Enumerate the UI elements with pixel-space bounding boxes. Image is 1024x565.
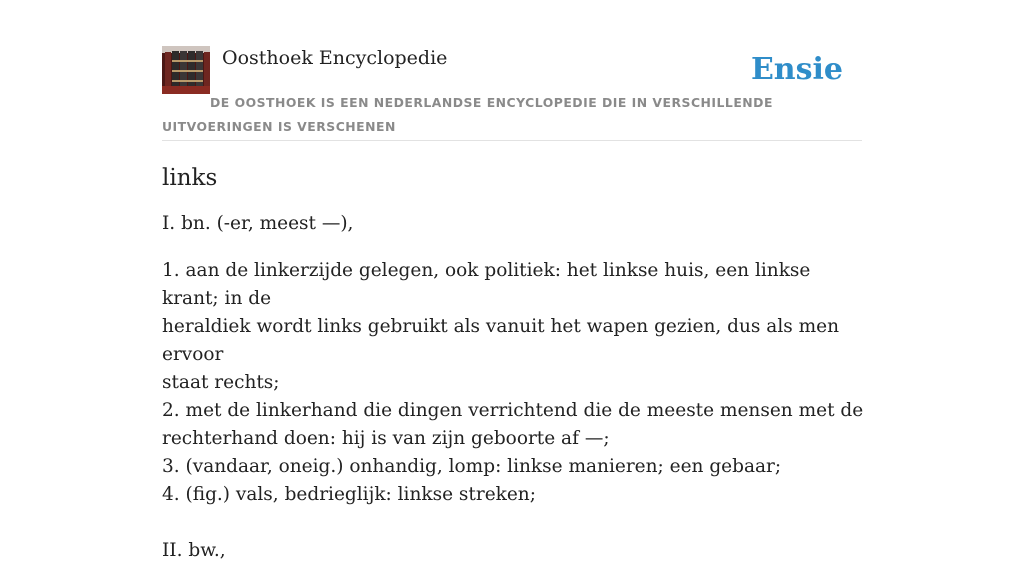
definition-line: 1. aan de linkerzijde gelegen, ook politiek: het linkse huis, een linkse krant; in de <box>162 260 811 309</box>
brand-logo[interactable]: Ensie <box>750 52 843 87</box>
part-heading: II. bw., <box>162 540 226 561</box>
definition-line: 3. (vandaar, oneig.) onhandig, lomp: linkse manieren; een gebaar; <box>162 456 782 477</box>
definition-line: heraldiek wordt links gebruikt als vanuit het wapen gezien, dus als men ervoor <box>162 316 840 365</box>
entry-content <box>162 160 872 565</box>
definition-line: 2. met de linkerhand die dingen verrichtend die de meeste mensen met de <box>162 400 864 421</box>
definition-line: rechterhand doen: hij is van zijn geboorte af —; <box>162 428 610 449</box>
source-description: DE OOSTHOEK IS EEN NEDERLANDSE ENCYCLOPEDIE DIE IN VERSCHILLENDE UITVOERINGEN IS VERSCHENEN <box>162 95 773 134</box>
entry-term: links <box>162 165 218 191</box>
source-header <box>162 46 862 141</box>
part-heading: I. bn. (-er, meest —), <box>162 213 354 234</box>
definition-line: 4. (fig.) vals, bedrieglijk: linkse streken; <box>162 484 536 505</box>
source-title[interactable]: Oosthoek Encyclopedie <box>222 47 448 69</box>
encyclopedia-books-icon[interactable] <box>162 46 210 94</box>
definition-line: staat rechts; <box>162 372 280 393</box>
